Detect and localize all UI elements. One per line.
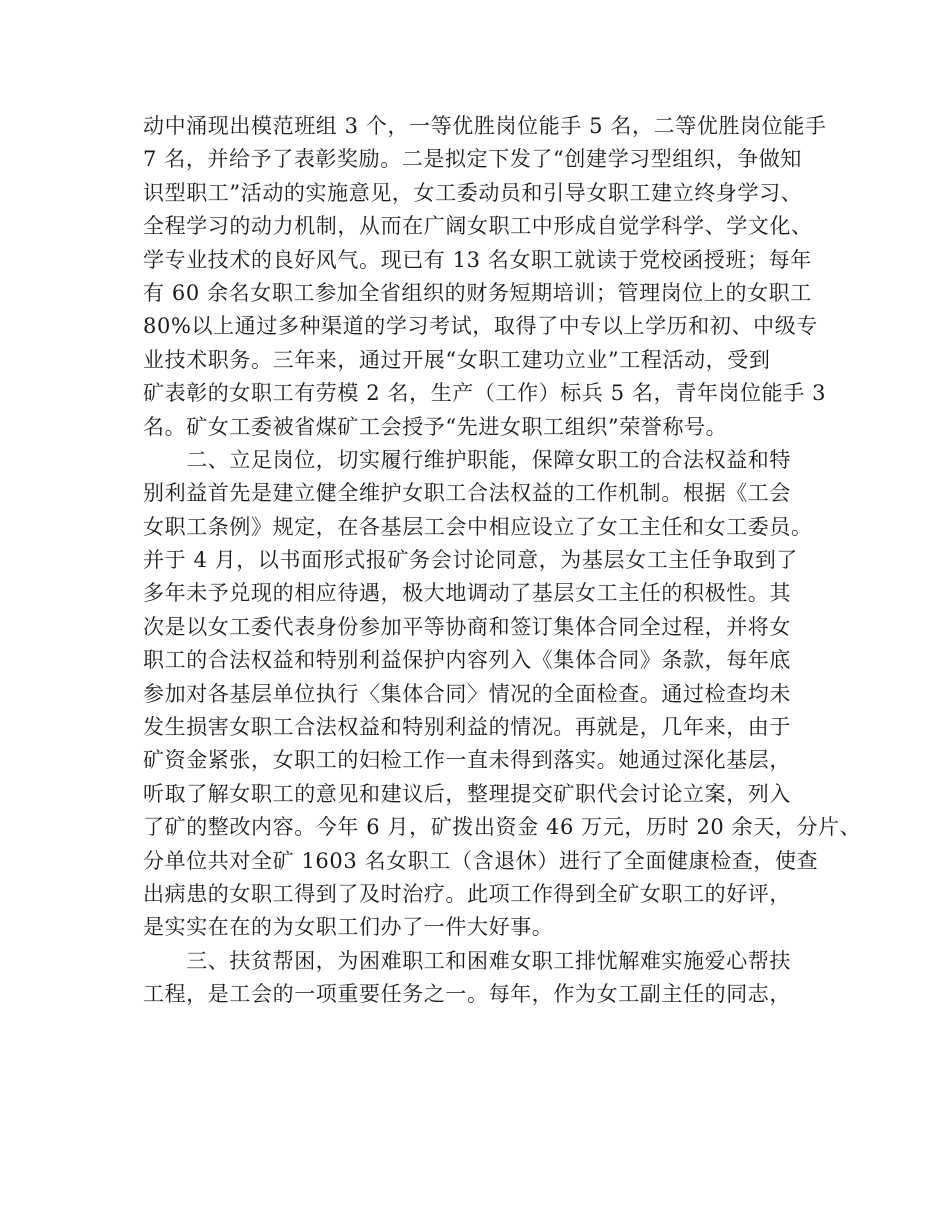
text-line: 二、立足岗位，切实履行维护职能，保障女职工的合法权益和特	[143, 447, 791, 472]
text-line: 80%以上通过多种渠道的学习考试，取得了中专以上学历和初、中级专	[143, 314, 818, 339]
text-line: 名。矿女工委被省煤矿工会授予“先进女职工组织”荣誉称号。	[143, 414, 728, 439]
text-line: 多年未予兑现的相应待遇，极大地调动了基层女工主任的积极性。其	[143, 581, 791, 606]
text-line: 并于 4 月，以书面形式报矿务会讨论同意，为基层女工主任争取到了	[143, 548, 798, 573]
text-line: 别利益首先是建立健全维护女职工合法权益的工作机制。根据《工会	[143, 481, 791, 506]
text-line: 出病患的女职工得到了及时治疗。此项工作得到全矿女职工的好评，	[143, 881, 791, 906]
text-line: 三、扶贫帮困，为困难职工和困难女职工排忧解难实施爱心帮扶	[143, 948, 791, 973]
text-line: 矿表彰的女职工有劳模 2 名，生产（工作）标兵 5 名，青年岗位能手 3	[143, 381, 827, 406]
text-line: 有 60 余名女职工参加全省组织的财务短期培训；管理岗位上的女职工	[143, 280, 812, 305]
text-line: 了矿的整改内容。今年 6 月，矿拨出资金 46 万元，历时 20 余天，分片、	[143, 815, 862, 840]
text-line: 女职工条例》规定，在各基层工会中相应设立了女工主任和女工委员。	[143, 514, 813, 539]
text-line: 识型职工”活动的实施意见，女工委动员和引导女职工建立终身学习、	[143, 180, 803, 205]
text-line: 分单位共对全矿 1603 名女职工（含退休）进行了全面健康检查，使查	[143, 848, 819, 873]
text-line: 矿资金紧张，女职工的妇检工作一直未得到落实。她通过深化基层，	[143, 748, 791, 773]
text-line: 业技术职务。三年来，通过开展“女职工建功立业”工程活动，受到	[143, 347, 771, 372]
text-line: 动中涌现出模范班组 3 个，一等优胜岗位能手 5 名，二等优胜岗位能手	[143, 114, 827, 138]
text-line: 全程学习的动力机制，从而在广阔女职工中形成自觉学科学、学文化、	[143, 214, 813, 239]
text-line: 学专业技术的良好风气。现已有 13 名女职工就读于党校函授班；每年	[143, 247, 812, 272]
text-line: 职工的合法权益和特别利益保护内容列入《集体合同》条款，每年底	[143, 648, 791, 673]
text-line: 工程，是工会的一项重要任务之一。每年，作为女工副主任的同志，	[143, 982, 791, 1007]
text-line: 发生损害女职工合法权益和特别利益的情况。再就是，几年来，由于	[143, 715, 791, 740]
text-line: 是实实在在的为女职工们办了一件大好事。	[143, 915, 554, 940]
text-line: 听取了解女职工的意见和建议后，整理提交矿职代会讨论立案，列入	[143, 781, 791, 806]
document-body	[143, 110, 862, 1012]
text-line: 7 名，并给予了表彰奖励。二是拟定下发了“创建学习型组织，争做知	[143, 147, 802, 172]
text-line: 次是以女工委代表身份参加平等协商和签订集体合同全过程，并将女	[143, 614, 791, 639]
text-line: 参加对各基层单位执行〈集体合同〉情况的全面检查。通过检查均未	[143, 681, 791, 706]
